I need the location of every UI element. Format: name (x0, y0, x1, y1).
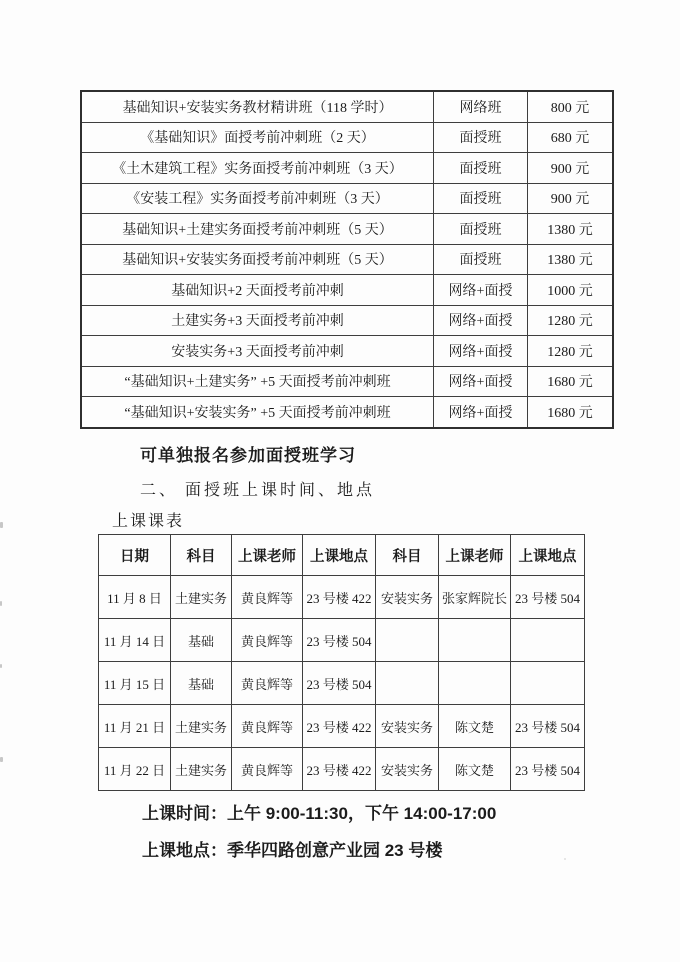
course-cell: 《安装工程》实务面授考前冲刺班（3 天） (81, 183, 434, 214)
price-cell: 1280 元 (528, 305, 614, 336)
class-type-cell: 网络+面授 (434, 275, 528, 306)
class-place-line: 上课地点：季华四路创意产业园 23 号楼 (142, 841, 443, 860)
table-row (81, 214, 613, 245)
table-row (81, 366, 613, 397)
date-cell: 11 月 8 日 (99, 576, 171, 619)
subject-cell: 土建实务 (171, 705, 232, 748)
scan-artifact (564, 858, 566, 860)
date-cell: 11 月 21 日 (99, 705, 171, 748)
location-cell: 23 号楼 504 (511, 748, 585, 791)
course-cell: 基础知识+2 天面授考前冲刺 (81, 275, 434, 306)
header-teacher-2: 上课老师 (439, 535, 511, 576)
price-cell: 800 元 (528, 91, 614, 122)
price-cell: 680 元 (528, 122, 614, 153)
teacher-cell: 黄良辉等 (232, 748, 303, 791)
price-cell: 900 元 (528, 153, 614, 184)
price-cell: 1280 元 (528, 336, 614, 367)
date-cell: 11 月 15 日 (99, 662, 171, 705)
location-cell: 23 号楼 422 (303, 748, 376, 791)
header-teacher-1: 上课老师 (232, 535, 303, 576)
teacher-cell (439, 619, 511, 662)
class-type-cell: 面授班 (434, 183, 528, 214)
price-cell: 1680 元 (528, 397, 614, 428)
schedule-table-label: 上课课表 (112, 513, 185, 530)
subject-cell: 安装实务 (376, 576, 439, 619)
table-row (81, 397, 613, 428)
course-cell: 土建实务+3 天面授考前冲刺 (81, 305, 434, 336)
scan-artifact (0, 601, 2, 606)
course-cell: 基础知识+安装实务教材精讲班（118 学时） (81, 91, 434, 122)
teacher-cell: 陈文楚 (439, 748, 511, 791)
class-type-cell: 面授班 (434, 153, 528, 184)
table-row (99, 619, 585, 662)
price-table (80, 90, 614, 429)
header-date: 日期 (99, 535, 171, 576)
class-type-cell: 网络+面授 (434, 305, 528, 336)
location-cell: 23 号楼 504 (511, 576, 585, 619)
table-row (99, 576, 585, 619)
table-row (81, 305, 613, 336)
subject-cell (376, 662, 439, 705)
scan-artifact (0, 522, 3, 528)
class-type-cell: 面授班 (434, 244, 528, 275)
location-cell: 23 号楼 422 (303, 705, 376, 748)
header-subject-2: 科目 (376, 535, 439, 576)
table-row (99, 748, 585, 791)
table-row (81, 244, 613, 275)
subject-cell: 基础 (171, 619, 232, 662)
header-location-2: 上课地点 (511, 535, 585, 576)
course-cell: 安装实务+3 天面授考前冲刺 (81, 336, 434, 367)
header-location-1: 上课地点 (303, 535, 376, 576)
class-type-cell: 网络+面授 (434, 336, 528, 367)
table-row (81, 91, 613, 122)
table-row (81, 275, 613, 306)
section-heading-class-time-place: 二、 面授班上课时间、地点 (140, 482, 376, 499)
teacher-cell: 黄良辉等 (232, 705, 303, 748)
subject-cell: 基础 (171, 662, 232, 705)
location-cell (511, 662, 585, 705)
table-row (99, 662, 585, 705)
table-row (99, 705, 585, 748)
location-cell: 23 号楼 422 (303, 576, 376, 619)
teacher-cell: 黄良辉等 (232, 662, 303, 705)
date-cell: 11 月 14 日 (99, 619, 171, 662)
table-row (81, 183, 613, 214)
course-cell: “基础知识+安装实务” +5 天面授考前冲刺班 (81, 397, 434, 428)
class-type-cell: 面授班 (434, 122, 528, 153)
class-type-cell: 网络班 (434, 91, 528, 122)
teacher-cell: 黄良辉等 (232, 619, 303, 662)
subject-cell: 土建实务 (171, 748, 232, 791)
price-cell: 1380 元 (528, 244, 614, 275)
subject-cell (376, 619, 439, 662)
note-individual-signup: 可单独报名参加面授班学习 (140, 446, 356, 465)
course-cell: “基础知识+土建实务” +5 天面授考前冲刺班 (81, 366, 434, 397)
price-cell: 1000 元 (528, 275, 614, 306)
location-cell: 23 号楼 504 (303, 662, 376, 705)
teacher-cell: 张家辉院长 (439, 576, 511, 619)
table-row (81, 122, 613, 153)
location-cell: 23 号楼 504 (511, 705, 585, 748)
price-cell: 1680 元 (528, 366, 614, 397)
subject-cell: 土建实务 (171, 576, 232, 619)
table-header-row (99, 535, 585, 576)
scan-artifact (0, 757, 3, 762)
course-cell: 基础知识+安装实务面授考前冲刺班（5 天） (81, 244, 434, 275)
teacher-cell: 陈文楚 (439, 705, 511, 748)
location-cell: 23 号楼 504 (303, 619, 376, 662)
class-time-line: 上课时间：上午 9:00-11:30，下午 14:00-17:00 (142, 804, 497, 823)
course-cell: 基础知识+土建实务面授考前冲刺班（5 天） (81, 214, 434, 245)
course-cell: 《基础知识》面授考前冲刺班（2 天） (81, 122, 434, 153)
course-cell: 《土木建筑工程》实务面授考前冲刺班（3 天） (81, 153, 434, 184)
table-row (81, 153, 613, 184)
class-type-cell: 网络+面授 (434, 366, 528, 397)
class-type-cell: 网络+面授 (434, 397, 528, 428)
table-row (81, 336, 613, 367)
schedule-table (98, 534, 585, 791)
price-cell: 900 元 (528, 183, 614, 214)
location-cell (511, 619, 585, 662)
class-type-cell: 面授班 (434, 214, 528, 245)
header-subject-1: 科目 (171, 535, 232, 576)
teacher-cell (439, 662, 511, 705)
subject-cell: 安装实务 (376, 705, 439, 748)
subject-cell: 安装实务 (376, 748, 439, 791)
date-cell: 11 月 22 日 (99, 748, 171, 791)
scan-artifact (0, 664, 2, 668)
price-cell: 1380 元 (528, 214, 614, 245)
teacher-cell: 黄良辉等 (232, 576, 303, 619)
